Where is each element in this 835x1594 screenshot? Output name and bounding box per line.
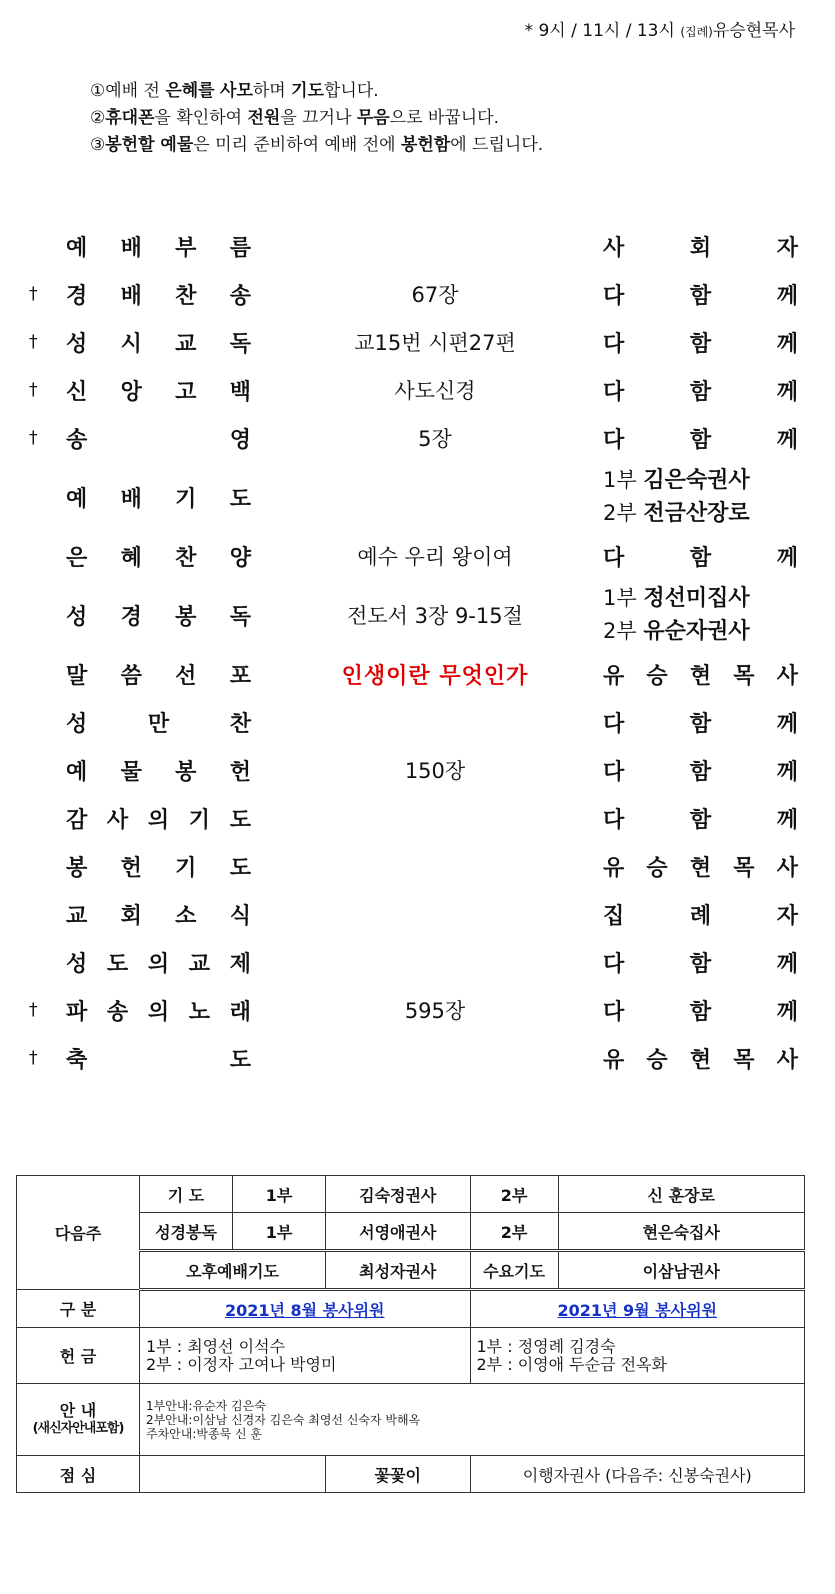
worship-item-char: 은 bbox=[66, 545, 88, 571]
worship-leader bbox=[603, 938, 798, 986]
worship-leader bbox=[603, 698, 798, 746]
august-committee: 2021년 8월 봉사위원 bbox=[140, 1290, 471, 1328]
lunch-group: 꽃꽃이 bbox=[326, 1456, 471, 1493]
worship-item-char: 봉 bbox=[66, 855, 88, 881]
notice-text: 은혜를 bbox=[165, 81, 215, 101]
worship-item bbox=[66, 842, 251, 890]
worship-item-char: 만 bbox=[147, 711, 170, 737]
worship-leader-char: 께 bbox=[776, 999, 798, 1025]
worship-item-char: 헌 bbox=[229, 759, 251, 785]
worship-item-char: 봉 bbox=[175, 759, 197, 785]
service-header bbox=[525, 16, 795, 41]
notice-text: ①예배 전 bbox=[90, 81, 166, 101]
worship-item-char: 봉 bbox=[175, 604, 197, 630]
standing-mark: † bbox=[29, 428, 38, 448]
worship-item-char: 영 bbox=[229, 427, 251, 453]
worship-content: 예수 우리 왕이여 bbox=[357, 545, 513, 569]
worship-leader-char: 다 bbox=[603, 759, 625, 785]
worship-item-char: 배 bbox=[120, 283, 142, 309]
september-offering-2: 2부 : 이영애 두순금 전옥화 bbox=[476, 1354, 667, 1374]
notice-text: 은 미리 준비하여 예배 전에 bbox=[193, 135, 401, 155]
worship-leader-char: 함 bbox=[689, 545, 712, 571]
worship-leader bbox=[603, 270, 798, 318]
worship-leader-char: 께 bbox=[776, 951, 798, 977]
worship-leader-char: 다 bbox=[603, 951, 625, 977]
next-week-label: 다음주 bbox=[17, 1176, 140, 1290]
worship-content bbox=[280, 1034, 590, 1082]
worship-item-char: 식 bbox=[229, 903, 251, 929]
worship-leader-char: 께 bbox=[776, 283, 798, 309]
worship-leader-char: 사 bbox=[776, 1047, 798, 1073]
guide-details bbox=[140, 1384, 805, 1456]
worship-leader-char: 유 bbox=[603, 663, 625, 689]
worship-content: 67장 bbox=[411, 283, 459, 307]
worship-leader bbox=[603, 366, 798, 414]
worship-leader-char: 함 bbox=[689, 807, 712, 833]
worship-leader-char: 현 bbox=[689, 1047, 712, 1073]
worship-item-char: 축 bbox=[66, 1047, 88, 1073]
worship-row bbox=[0, 580, 835, 650]
reading-name-2: 현은숙집사 bbox=[558, 1213, 805, 1251]
worship-leader-char: 께 bbox=[776, 427, 798, 453]
order-of-worship bbox=[0, 222, 835, 1082]
guide-label-cell bbox=[17, 1384, 140, 1456]
leader-line bbox=[603, 464, 803, 497]
guide-line-1: 1부안내:유순자 김은숙 bbox=[146, 1398, 266, 1413]
notice-text: 무음 bbox=[356, 108, 390, 128]
worship-item-char: 예 bbox=[66, 759, 88, 785]
worship-item-char: 감 bbox=[66, 807, 88, 833]
sermon-title: 인생이란 무엇인가 bbox=[341, 663, 529, 689]
worship-item-char: 래 bbox=[229, 999, 251, 1025]
worship-leader-char: 함 bbox=[689, 999, 712, 1025]
wednesday-prayer-label: 수요기도 bbox=[470, 1251, 558, 1290]
lunch-name: 이행자권사 (다음주: 신봉숙권사) bbox=[470, 1456, 805, 1493]
worship-item-char: 교 bbox=[175, 331, 197, 357]
worship-leader bbox=[603, 890, 798, 938]
leader-part: 1부 bbox=[603, 468, 637, 492]
worship-leader-char: 승 bbox=[646, 1047, 668, 1073]
leader-part: 2부 bbox=[603, 619, 637, 643]
worship-item-char: 찬 bbox=[229, 711, 251, 737]
worship-row bbox=[0, 366, 835, 414]
worship-item-char: 시 bbox=[120, 331, 142, 357]
standing-mark: † bbox=[29, 284, 38, 304]
worship-item-char: 포 bbox=[229, 663, 251, 689]
worship-leader bbox=[603, 414, 798, 462]
standing-mark: † bbox=[29, 332, 38, 352]
august-offering-2: 2부 : 이정자 고여나 박영미 bbox=[146, 1354, 337, 1374]
worship-leader-char: 다 bbox=[603, 807, 625, 833]
worship-item-char: 양 bbox=[229, 545, 251, 571]
notice-text: 에 드립니다. bbox=[450, 135, 544, 155]
worship-item bbox=[66, 746, 251, 794]
worship-leader-char: 목 bbox=[733, 855, 755, 881]
worship-item-char: 독 bbox=[229, 604, 251, 630]
worship-item-char: 앙 bbox=[120, 379, 142, 405]
worship-leader-char: 회 bbox=[689, 235, 712, 261]
worship-leader bbox=[603, 986, 798, 1034]
worship-leader-char: 다 bbox=[603, 331, 625, 357]
worship-leader-char: 다 bbox=[603, 999, 625, 1025]
worship-leader-char: 례 bbox=[689, 903, 712, 929]
worship-leader-char: 목 bbox=[733, 1047, 755, 1073]
worship-item bbox=[66, 532, 251, 580]
worship-item bbox=[66, 650, 251, 698]
worship-leader-char: 께 bbox=[776, 331, 798, 357]
worship-item-char: 부 bbox=[175, 235, 197, 261]
worship-leader-char: 다 bbox=[603, 283, 625, 309]
leader-line bbox=[603, 615, 803, 648]
worship-leader-char: 다 bbox=[603, 427, 625, 453]
worship-content bbox=[280, 842, 590, 890]
worship-item-char: 기 bbox=[175, 855, 197, 881]
leader-name: 전금산장로 bbox=[643, 501, 750, 526]
worship-row bbox=[0, 698, 835, 746]
worship-content: 전도서 3장 9-15절 bbox=[347, 604, 523, 628]
worship-item-char: 예 bbox=[66, 486, 88, 512]
worship-item-char: 도 bbox=[229, 855, 251, 881]
worship-leader-char: 께 bbox=[776, 379, 798, 405]
division-label: 구 분 bbox=[17, 1290, 140, 1328]
worship-content: 595장 bbox=[404, 999, 466, 1023]
worship-item-char: 배 bbox=[120, 235, 142, 261]
worship-item-char: 혜 bbox=[120, 545, 142, 571]
worship-content: 5장 bbox=[418, 427, 452, 451]
worship-leader-char: 현 bbox=[689, 855, 712, 881]
worship-item bbox=[66, 366, 251, 414]
worship-content: 교15번 시편27편 bbox=[354, 331, 516, 355]
notice-text: 을 확인하여 bbox=[154, 108, 248, 128]
worship-leader-char: 승 bbox=[646, 663, 668, 689]
guide-line-3: 주차안내:박종묵 신 훈 bbox=[146, 1426, 263, 1441]
worship-leader-char: 현 bbox=[689, 663, 712, 689]
worship-item-char: 의 bbox=[147, 999, 170, 1025]
september-offering-1: 1부 : 정영례 김경숙 bbox=[476, 1336, 616, 1356]
worship-leader-char: 사 bbox=[776, 663, 798, 689]
worship-item-char: 사 bbox=[106, 807, 129, 833]
notice-text: 합니다. bbox=[323, 81, 379, 101]
worship-notices bbox=[90, 78, 543, 159]
worship-content bbox=[280, 222, 590, 270]
worship-leaders bbox=[603, 462, 803, 532]
worship-leaders bbox=[603, 580, 803, 650]
worship-item-char: 배 bbox=[120, 486, 142, 512]
worship-item-char: 찬 bbox=[175, 283, 197, 309]
worship-item-char: 교 bbox=[66, 903, 88, 929]
worship-row bbox=[0, 318, 835, 366]
worship-row bbox=[0, 938, 835, 986]
worship-content bbox=[280, 794, 590, 842]
worship-content bbox=[280, 938, 590, 986]
worship-item bbox=[66, 222, 251, 270]
worship-content: 사도신경 bbox=[394, 379, 476, 403]
afternoon-prayer-name: 최성자권사 bbox=[326, 1251, 471, 1290]
worship-row bbox=[0, 890, 835, 938]
standing-mark: † bbox=[29, 1048, 38, 1068]
worship-item-char: 도 bbox=[229, 807, 251, 833]
worship-item bbox=[66, 318, 251, 366]
notice-text: 사모 bbox=[220, 81, 253, 101]
worship-leader-char: 자 bbox=[776, 903, 798, 929]
standing-mark: † bbox=[29, 380, 38, 400]
worship-leader bbox=[603, 318, 798, 366]
worship-item-char: 기 bbox=[175, 486, 197, 512]
service-times: * 9시 / 11시 / 13시 bbox=[524, 21, 675, 41]
worship-row bbox=[0, 414, 835, 462]
worship-leader-char: 사 bbox=[603, 235, 625, 261]
notice-text: 을 끄거나 bbox=[280, 108, 357, 128]
worship-item-char: 노 bbox=[188, 999, 211, 1025]
worship-item-char: 씀 bbox=[120, 663, 142, 689]
notice-line bbox=[90, 132, 543, 159]
info-table bbox=[16, 1175, 805, 1493]
worship-item-char: 회 bbox=[120, 903, 142, 929]
prayer-part-1: 1부 bbox=[233, 1176, 326, 1213]
worship-item-char: 말 bbox=[66, 663, 88, 689]
prayer-part-2: 2부 bbox=[470, 1176, 558, 1213]
worship-item-char: 도 bbox=[106, 951, 129, 977]
worship-item-char: 도 bbox=[229, 486, 251, 512]
worship-leader-char: 함 bbox=[689, 759, 712, 785]
worship-leader-char: 다 bbox=[603, 379, 625, 405]
worship-row bbox=[0, 746, 835, 794]
worship-item bbox=[66, 698, 251, 746]
offering-label: 헌 금 bbox=[17, 1328, 140, 1384]
worship-item-char: 름 bbox=[229, 235, 251, 261]
notice-text: ② bbox=[90, 108, 106, 128]
leader-part: 2부 bbox=[603, 501, 637, 525]
worship-row bbox=[0, 1034, 835, 1082]
worship-item-char: 도 bbox=[229, 1047, 251, 1073]
worship-item-char: 물 bbox=[120, 759, 142, 785]
worship-item-char: 성 bbox=[66, 331, 88, 357]
worship-item bbox=[66, 462, 251, 532]
leader-line bbox=[603, 582, 803, 615]
worship-item-char: 의 bbox=[147, 951, 170, 977]
worship-leader-char: 승 bbox=[646, 855, 668, 881]
notice-text: 으로 바꿉니다. bbox=[389, 108, 500, 128]
worship-row bbox=[0, 794, 835, 842]
wednesday-prayer-name: 이삼남권사 bbox=[558, 1251, 805, 1290]
worship-leader-char: 목 bbox=[733, 663, 755, 689]
prayer-label: 기 도 bbox=[140, 1176, 233, 1213]
worship-leader-char: 사 bbox=[776, 855, 798, 881]
lunch-empty bbox=[140, 1456, 326, 1493]
worship-item-char: 독 bbox=[229, 331, 251, 357]
leader-part: 1부 bbox=[603, 586, 637, 610]
worship-leader-char: 함 bbox=[689, 283, 712, 309]
worship-item-char: 교 bbox=[188, 951, 211, 977]
worship-item-char: 고 bbox=[175, 379, 197, 405]
worship-item-char: 의 bbox=[147, 807, 170, 833]
worship-leader bbox=[603, 532, 798, 580]
worship-content: 150장 bbox=[404, 759, 466, 783]
worship-item-char: 송 bbox=[229, 283, 251, 309]
worship-item-char: 찬 bbox=[175, 545, 197, 571]
worship-row bbox=[0, 222, 835, 270]
worship-item-char: 소 bbox=[175, 903, 197, 929]
worship-leader bbox=[603, 222, 798, 270]
worship-item-char: 송 bbox=[66, 427, 88, 453]
worship-leader bbox=[603, 794, 798, 842]
worship-leader bbox=[603, 1034, 798, 1082]
worship-item bbox=[66, 986, 251, 1034]
worship-leader-char: 함 bbox=[689, 379, 712, 405]
worship-item bbox=[66, 414, 251, 462]
prayer-name-1: 김숙정권사 bbox=[326, 1176, 471, 1213]
worship-item-char: 경 bbox=[66, 283, 88, 309]
worship-item-char: 경 bbox=[120, 604, 142, 630]
leader-name: 정선미집사 bbox=[643, 586, 750, 611]
notice-text: 기도 bbox=[291, 81, 324, 101]
reading-part-2: 2부 bbox=[470, 1213, 558, 1251]
worship-row bbox=[0, 462, 835, 532]
worship-row bbox=[0, 650, 835, 698]
notice-text: 휴대폰 bbox=[105, 108, 155, 128]
worship-row bbox=[0, 532, 835, 580]
prayer-name-2: 신 훈장로 bbox=[558, 1176, 805, 1213]
worship-item-char: 성 bbox=[66, 951, 88, 977]
guide-sublabel: (새신자안내포함) bbox=[32, 1420, 124, 1436]
worship-leader bbox=[603, 842, 798, 890]
afternoon-prayer-label: 오후예배기도 bbox=[140, 1251, 326, 1290]
notice-text: 봉헌함 bbox=[400, 135, 451, 155]
worship-row bbox=[0, 270, 835, 318]
worship-leader bbox=[603, 650, 798, 698]
worship-leader-char: 유 bbox=[603, 1047, 625, 1073]
worship-leader-char: 께 bbox=[776, 807, 798, 833]
worship-row bbox=[0, 842, 835, 890]
leader-name: 김은숙권사 bbox=[643, 468, 750, 493]
worship-item bbox=[66, 794, 251, 842]
officiant-role: (집례) bbox=[680, 25, 713, 39]
worship-item bbox=[66, 890, 251, 938]
september-committee: 2021년 9월 봉사위원 bbox=[470, 1290, 805, 1328]
worship-leader-char: 다 bbox=[603, 711, 625, 737]
reading-name-1: 서영애권사 bbox=[326, 1213, 471, 1251]
worship-item-char: 기 bbox=[188, 807, 211, 833]
notice-text: 하며 bbox=[252, 81, 292, 101]
worship-leader-char: 자 bbox=[776, 235, 798, 261]
worship-item-char: 백 bbox=[229, 379, 251, 405]
notice-text: 전원 bbox=[247, 108, 281, 128]
worship-leader-char: 집 bbox=[603, 903, 625, 929]
worship-content bbox=[280, 890, 590, 938]
worship-leader-char: 함 bbox=[689, 711, 712, 737]
worship-leader-char: 께 bbox=[776, 711, 798, 737]
worship-leader-char: 다 bbox=[603, 545, 625, 571]
lunch-label: 점 심 bbox=[17, 1456, 140, 1493]
officiant-name: 유승현목사 bbox=[712, 21, 795, 41]
notice-line bbox=[90, 78, 543, 105]
worship-leader-char: 함 bbox=[689, 331, 712, 357]
leader-line bbox=[603, 497, 803, 530]
worship-item-char: 예 bbox=[66, 235, 88, 261]
worship-leader bbox=[603, 746, 798, 794]
worship-content bbox=[280, 462, 590, 532]
august-offering-1: 1부 : 최영선 이석수 bbox=[146, 1336, 286, 1356]
worship-item bbox=[66, 580, 251, 650]
august-offering bbox=[140, 1328, 471, 1384]
leader-name: 유순자권사 bbox=[643, 619, 750, 644]
worship-item-char: 성 bbox=[66, 604, 88, 630]
notice-text: ③ bbox=[90, 135, 106, 155]
worship-leader-char: 함 bbox=[689, 427, 712, 453]
guide-label: 안 내 bbox=[59, 1400, 97, 1420]
worship-leader-char: 함 bbox=[689, 951, 712, 977]
worship-leader-char: 께 bbox=[776, 545, 798, 571]
reading-label: 성경봉독 bbox=[140, 1213, 233, 1251]
worship-item-char: 송 bbox=[106, 999, 129, 1025]
worship-item bbox=[66, 938, 251, 986]
worship-row bbox=[0, 986, 835, 1034]
worship-leader-char: 께 bbox=[776, 759, 798, 785]
guide-line-2: 2부안내:이삼남 신경자 김은숙 최영선 신숙자 박해옥 bbox=[146, 1412, 421, 1427]
worship-item-char: 성 bbox=[66, 711, 88, 737]
worship-item-char: 헌 bbox=[120, 855, 142, 881]
worship-item-char: 제 bbox=[229, 951, 251, 977]
worship-leader-char: 유 bbox=[603, 855, 625, 881]
notice-text: 봉헌할 예물 bbox=[105, 135, 194, 155]
notice-line bbox=[90, 105, 543, 132]
worship-item bbox=[66, 270, 251, 318]
worship-content bbox=[280, 698, 590, 746]
reading-part-1: 1부 bbox=[233, 1213, 326, 1251]
worship-item-char: 선 bbox=[175, 663, 197, 689]
worship-item-char: 신 bbox=[66, 379, 88, 405]
worship-item bbox=[66, 1034, 251, 1082]
september-offering bbox=[470, 1328, 805, 1384]
worship-item-char: 파 bbox=[66, 999, 88, 1025]
standing-mark: † bbox=[29, 1000, 38, 1020]
